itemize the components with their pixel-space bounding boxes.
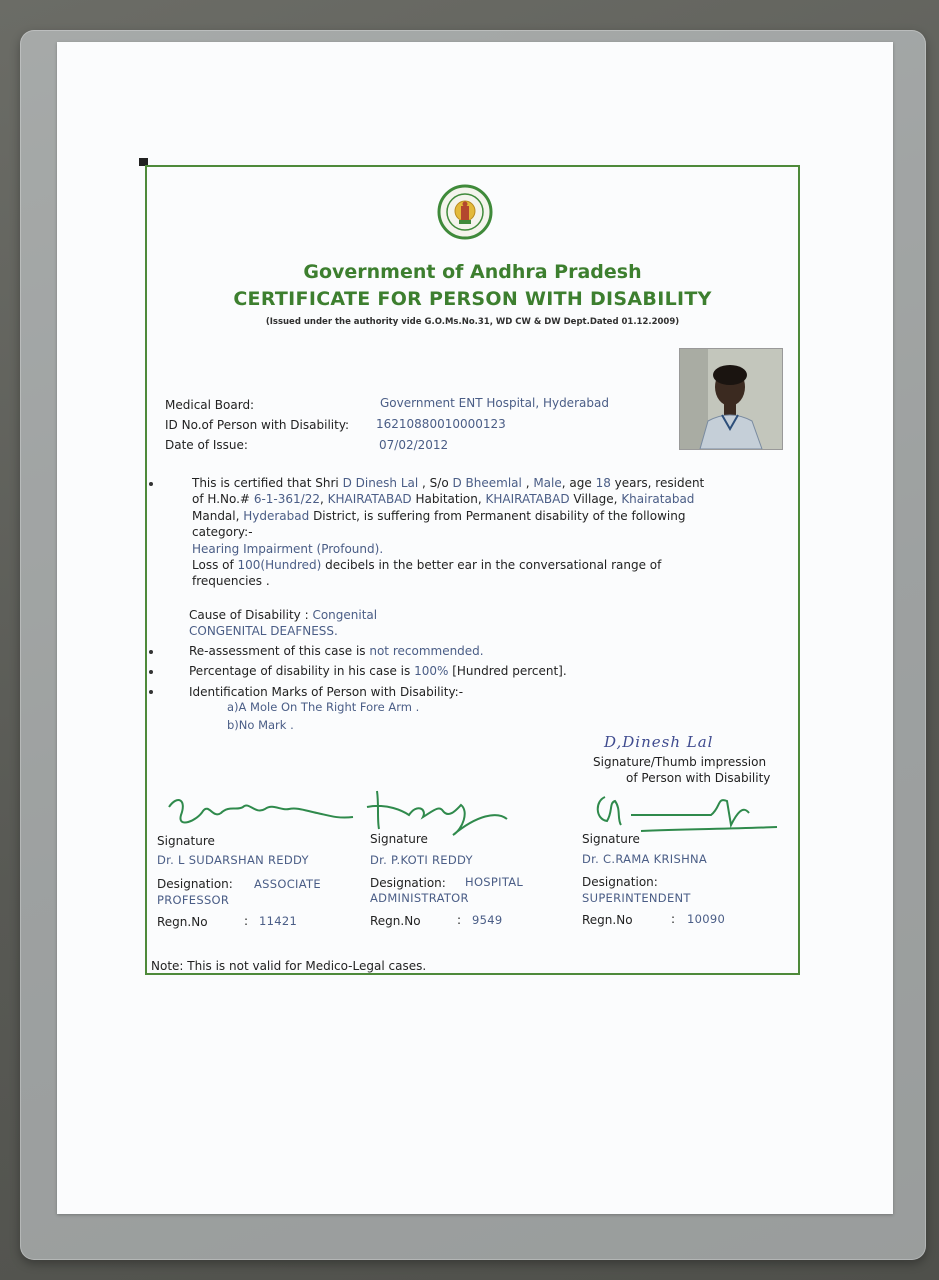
designation-value-2b: ADMINISTRATOR [370, 891, 469, 905]
cert-text: years, resident [610, 476, 705, 490]
signature-label-2: Signature [370, 832, 428, 846]
percentage-of-disability [189, 663, 567, 679]
regn-label-2: Regn.No [370, 914, 421, 928]
impairment-type: Hearing Impairment (Profound). [192, 541, 384, 556]
cert-text: , [319, 492, 328, 507]
cert-text: Loss of [192, 558, 238, 573]
medical-board-value: Government ENT Hospital, Hyderabad [380, 396, 609, 410]
cert-text: , age [561, 476, 596, 490]
designation-value-1b: PROFESSOR [157, 893, 230, 907]
medico-legal-note: Note: This is not valid for Medico-Legal cases. [151, 959, 427, 973]
bullet [149, 482, 153, 486]
identification-mark-a: a)A Mole On The Right Fore Arm . [227, 700, 420, 714]
percentage-words: [Hundred percent]. [448, 664, 567, 678]
cert-text: of H.No.# [192, 492, 254, 507]
reassessment-value: not recommended. [369, 644, 484, 658]
age: 18 [595, 476, 611, 490]
designation-value-2a: HOSPITAL [465, 875, 524, 889]
signature-label-1: Signature [157, 834, 215, 848]
category-label: category:- [192, 525, 253, 540]
identification-mark-b: b)No Mark . [227, 718, 294, 732]
cause-label: Cause of Disability : [189, 608, 313, 622]
medical-board-label: Medical Board: [165, 398, 255, 412]
issued-under-note: (Issued under the authority vide G.O.Ms.No.31, WD CW & DW Dept.Dated 01.12.2009) [265, 317, 680, 327]
village: KHAIRATABAD [485, 492, 570, 507]
signatory-name-2: Dr. P.KOTI REDDY [370, 853, 473, 867]
certificate-frame [145, 165, 800, 975]
decibel-loss: 100(Hundred) [237, 558, 322, 573]
regn-value-3: 10090 [687, 912, 726, 926]
identification-marks-label: Identification Marks of Person with Disability:- [189, 685, 464, 699]
cert-text: , S/o [418, 476, 453, 490]
habitation: KHAIRATABAD [327, 492, 412, 507]
thumb-impression-label-1: Signature/Thumb impression [593, 755, 767, 769]
person-photo [679, 348, 783, 450]
cause-detail: CONGENITAL DEAFNESS. [189, 624, 338, 639]
designation-label-1: Designation: [157, 877, 233, 891]
id-number-label: ID No.of Person with Disability: [165, 418, 350, 432]
certification-paragraph [192, 475, 704, 590]
cause-of-disability [189, 607, 377, 640]
regn-label-1: Regn.No [157, 915, 208, 929]
regn-sep-1: : [244, 914, 249, 928]
cert-text: District, is suffering from Permanent disability of the following [309, 508, 686, 523]
percentage-label: Percentage of disability in his case is [189, 664, 415, 678]
designation-value-3b: SUPERINTENDENT [582, 891, 691, 905]
district: Hyderabad [243, 508, 310, 523]
thumb-impression-label-2: of Person with Disability [626, 771, 771, 785]
regn-label-3: Regn.No [582, 913, 633, 927]
date-of-issue-label: Date of Issue: [165, 438, 248, 452]
regn-value-2: 9549 [472, 913, 503, 927]
regn-sep-2: : [457, 913, 462, 927]
cert-text: Mandal, [192, 508, 244, 523]
signature-label-3: Signature [582, 832, 640, 846]
house-number: 6-1-361/22 [253, 492, 320, 507]
superintendent-signature-ink [581, 785, 791, 835]
gender: Male [533, 476, 562, 490]
government-heading: Government of Andhra Pradesh [303, 261, 642, 283]
percentage-value: 100% [414, 664, 449, 678]
father-name: D Bheemlal [452, 476, 522, 490]
signatory-name-3: Dr. C.RAMA KRISHNA [582, 852, 708, 866]
ap-government-emblem-icon [437, 184, 493, 240]
bullet [149, 690, 153, 694]
designation-label-3: Designation: [582, 875, 658, 889]
certificate-title: CERTIFICATE FOR PERSON WITH DISABILITY [233, 288, 712, 310]
person-name: D Dinesh Lal [342, 476, 419, 490]
id-number-value: 16210880010000123 [376, 417, 506, 431]
cert-text: This is certified that Shri [192, 476, 343, 490]
designation-label-2: Designation: [370, 876, 446, 890]
reassessment [189, 643, 484, 659]
cert-text: frequencies . [192, 574, 270, 589]
signatory-name-1: Dr. L SUDARSHAN REDDY [157, 853, 309, 867]
cert-text: Village, [569, 492, 622, 507]
regn-sep-3: : [671, 912, 676, 926]
designation-value-1a: ASSOCIATE [254, 877, 321, 891]
cert-text: decibels in the better ear in the conversational range of [321, 558, 662, 573]
mandal: Khairatabad [621, 492, 695, 507]
cert-text: Habitation, [411, 492, 486, 507]
regn-value-1: 11421 [259, 914, 298, 928]
bullet [149, 670, 153, 674]
cause-value: Congenital [312, 608, 378, 622]
person-handwritten-signature: D,Dinesh Lal [604, 733, 714, 751]
cert-text: , [521, 476, 534, 490]
date-of-issue-value: 07/02/2012 [379, 438, 449, 452]
reassessment-label: Re-assessment of this case is [189, 644, 370, 658]
bullet [149, 650, 153, 654]
